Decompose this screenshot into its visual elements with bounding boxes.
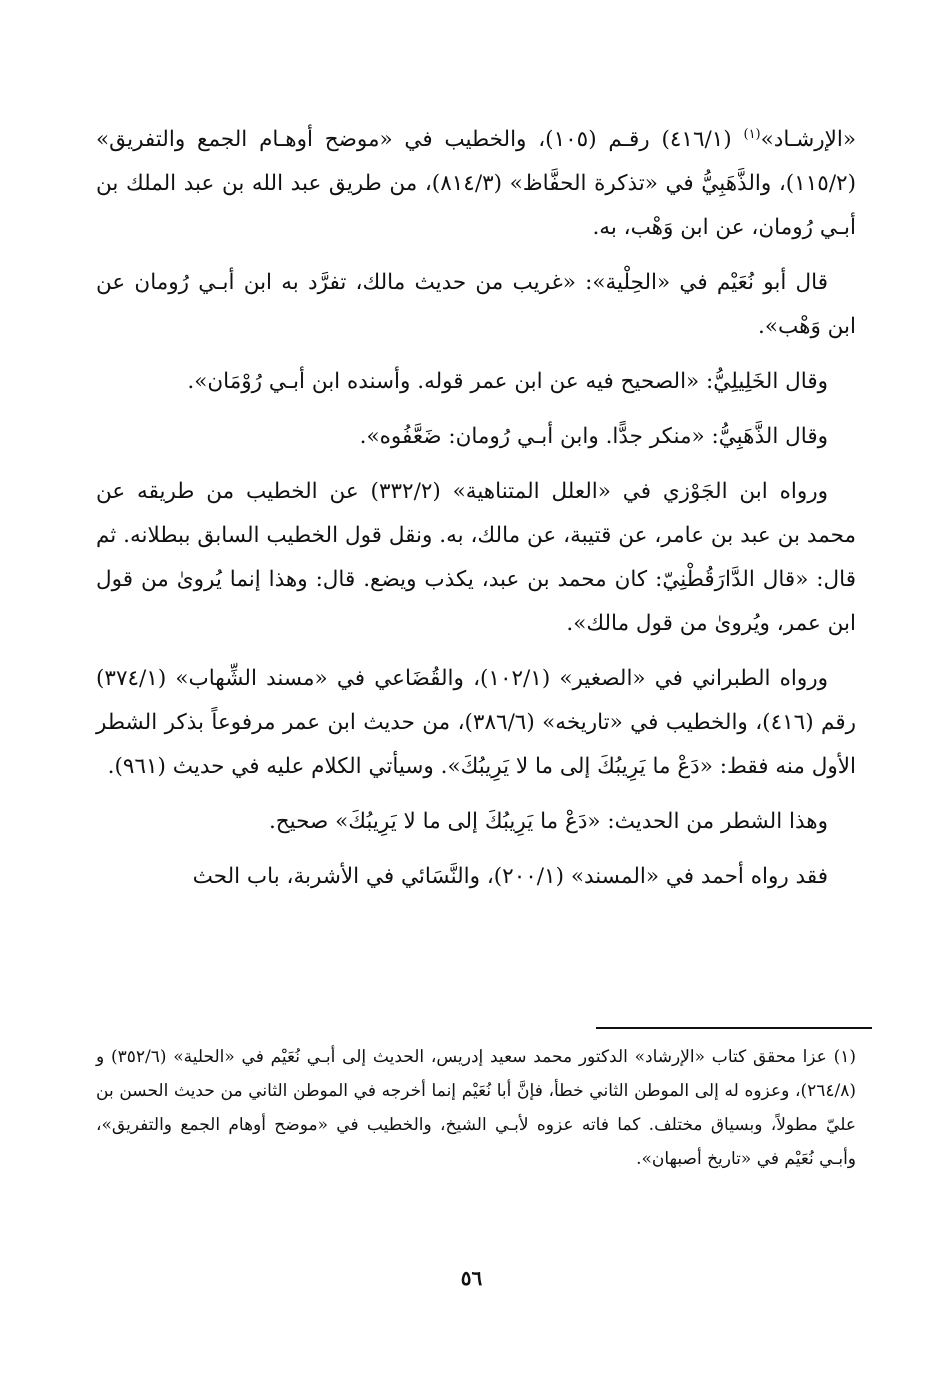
footnote-separator [596, 1027, 872, 1029]
paragraph-1 [96, 118, 856, 250]
paragraph-3: وقال الخَلِيلِيُّ: «الصحيح فيه عن ابن عمر قوله. وأسنده ابن أبـي رُوْمَان». [187, 369, 828, 394]
paragraph-7: وهذا الشطر من الحديث: «دَعْ ما يَرِيبُكَ إلى ما لا يَرِيبُكَ» صحيح. [268, 809, 828, 834]
paragraph-5: ورواه ابن الجَوْزي في «العلل المتناهية» (٣٣٢/٢) عن الخطيب من طريقه عن محمد بن عبد بن عامر، عن قتيبة، عن مالك، به. ونقل قول الخطيب السابق ببطلانه. ثم قال: «قال الدَّارَقُطْنِيّ: كان محمد بن عبد، يكذب ويضع. قال: وهذا إنما يُروىٰ من قول ابن عمر، ويُروىٰ من قول مالك». [96, 479, 856, 636]
footnote-ref: (١) [743, 126, 761, 142]
paragraph-2: قال أبو نُعَيْم في «الحِلْية»: «غريب من حديث مالك، تفرَّد به ابن أبـي رُومان عن ابن وَهْب». [96, 270, 856, 339]
paragraph-4: وقال الذَّهَبِيُّ: «منكر جدًّا. وابن أبـي رُومان: ضَعَّفُوه». [359, 424, 828, 449]
footnote-1: (١) عزا محقق كتاب «الإرشاد» الدكتور محمد سعيد إدريس، الحديث إلى أبـي نُعَيْم في «الحلية» (٣٥٢/٦) و (٢٦٤/٨)، وعزوه له إلى الموطن الثاني خطأ، فإنَّ أبا نُعَيْم إنما أخرجه في الموطن الثاني من حديث الحسن بن عليّ مطولاً، وبسياق مختلف. كما فاته عزوه لأبـي الشيخ، والخطيب في «موضح أوهام الجمع والتفريق»، وأبـي نُعَيْم في «تاريخ أصبهان». [96, 1047, 856, 1169]
main-text [96, 118, 856, 910]
footnotes [96, 1040, 856, 1176]
paragraph-text: «الإرشـاد»$^{(١)}$ (٤١٦/١) رقـم (١٠٥)، والخطيب في «موضح أوهـام الجمع والتفريق» (١١٥/٢)، والذَّهَبِيُّ في «تذكرة الحفَّاظ» (٨١٤/٣)، من طريق عبد الله بن عبد الملك بن أبـي رُومان، عن ابن وَهْب، به. [96, 126, 856, 240]
paragraph-6: ورواه الطبراني في «الصغير» (١٠٢/١)، والقُضَاعي في «مسند الشِّهاب» (٣٧٤/١) رقم (٤١٦)، والخطيب في «تاريخه» (٣٨٦/٦)، من حديث ابن عمر مرفوعاً بذكر الشطر الأول منه فقط: «دَعْ ما يَرِيبُكَ إلى ما لا يَرِيبُكَ». وسيأتي الكلام عليه في حديث (٩٦١). [96, 666, 856, 779]
page-number: ٥٦ [460, 1266, 483, 1290]
paragraph-8: فقد رواه أحمد في «المسند» (٢٠٠/١)، والنَّسَائي في الأشربة، باب الحث [192, 864, 828, 889]
